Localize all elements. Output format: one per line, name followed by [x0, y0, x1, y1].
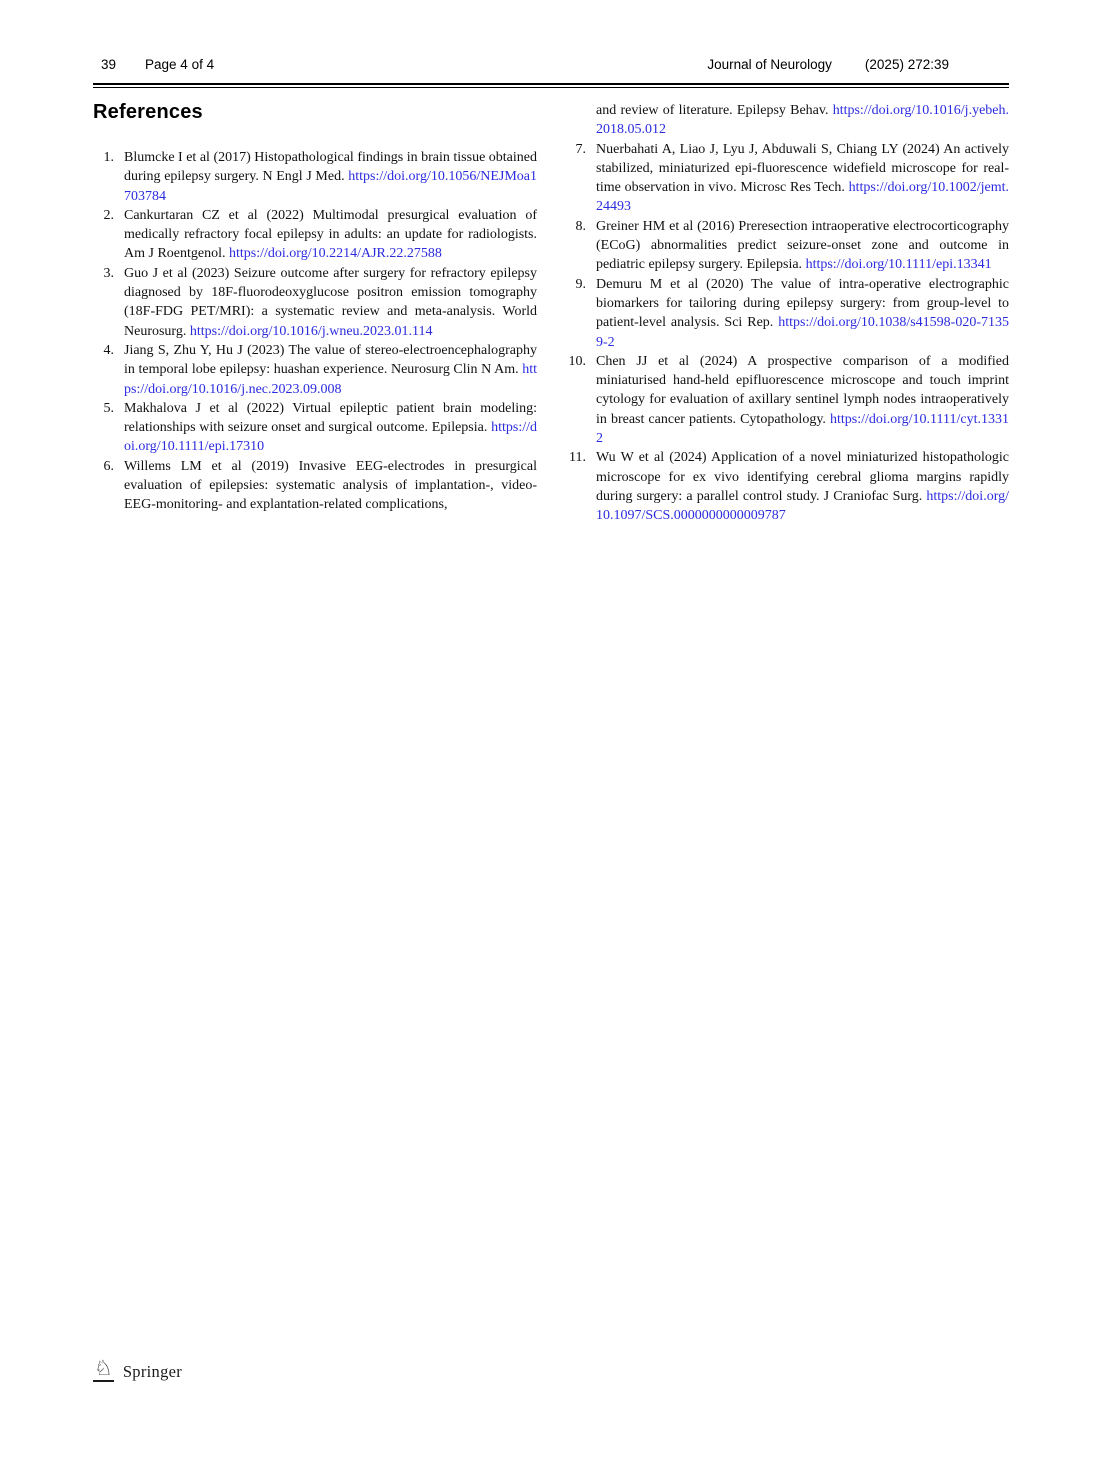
journal-title: Journal of Neurology — [707, 57, 832, 72]
header-left — [93, 57, 214, 72]
reference-text: Willems LM et al (2019) Invasive EEG-electrodes in presurgical evaluation of epilepsies: systematic analysis of implantation-, video-EEG-monitoring- and explantation-related complications, — [124, 458, 537, 513]
doi-link[interactable]: https://doi.org/10.1002/jemt.24493 — [596, 180, 1009, 215]
reference-item — [565, 352, 1009, 448]
doi-link[interactable]: https://doi.org/10.1016/j.nec.2023.09.008 — [124, 362, 537, 397]
publisher-name: Springer — [122, 1362, 183, 1381]
reference-number: 4. — [103, 342, 114, 358]
reference-number: 2. — [103, 207, 114, 223]
reference-text: Nuerbahati A, Liao J, Lyu J, Abduwali S, Chiang LY (2024) An actively stabilized, miniaturized epi-fluorescence widefield microscope for real-time observation in vivo. Microsc Res Tech. — [596, 141, 1009, 196]
right-column — [565, 101, 1009, 526]
doi-link[interactable]: https://doi.org/10.1097/SCS.0000000000009787 — [596, 488, 1009, 524]
reference-number: 1. — [103, 150, 114, 165]
reference-number: 5. — [103, 400, 114, 416]
reference-text: Makhalova J et al (2022) Virtual epileptic patient brain modeling: relationships with seizure onset and surgical outcome. Epilepsia. — [124, 400, 537, 436]
reference-item — [93, 399, 537, 457]
reference-number: 10. — [568, 353, 586, 369]
reference-item — [565, 140, 1009, 217]
doi-link[interactable]: https://doi.org/10.1016/j.yebeh.2018.05.012 — [596, 103, 1009, 138]
reference-item — [93, 457, 537, 515]
page-label: Page 4 of 4 — [145, 57, 215, 72]
doi-link[interactable]: https://doi.org/10.1056/NEJMoa1703784 — [124, 169, 537, 204]
citation-info: (2025) 272:39 — [864, 57, 949, 72]
reference-number: 3. — [103, 265, 114, 281]
running-header — [93, 57, 1009, 72]
doi-link[interactable]: https://doi.org/10.1111/epi.13341 — [805, 257, 992, 273]
reference-text: and review of literature. Epilepsy Behav. — [596, 103, 833, 118]
reference-number: 7. — [575, 141, 586, 157]
section-title: References — [93, 101, 203, 123]
left-column — [93, 101, 537, 526]
reference-number: 9. — [575, 276, 586, 292]
reference-text: Demuru M et al (2020) The value of intra-operative electrographic biomarkers for tailoring during epilepsy surgery: from group-level to patient-level analysis. Sci Rep. — [596, 276, 1009, 331]
reference-number: 6. — [103, 458, 114, 474]
doi-link[interactable]: https://doi.org/10.1111/epi.17310 — [124, 420, 537, 455]
article-number: 39 — [101, 57, 117, 72]
header-rule — [93, 83, 1009, 88]
reference-list-left — [93, 148, 537, 515]
reference-text: Greiner HM et al (2016) Preresection intraoperative electrocorticography (ECoG) abnormalities predict seizure-onset zone and outcome in pediatric epilepsy surgery. Epilepsia. — [596, 218, 1009, 273]
publisher-footer — [93, 1358, 182, 1382]
two-column-content — [93, 101, 1009, 526]
reference-item — [93, 264, 537, 341]
reference-text: Blumcke I et al (2017) Histopathological findings in brain tissue obtained during epilepsy surgery. N Engl J Med. — [124, 150, 537, 185]
doi-link[interactable]: https://doi.org/10.1016/j.wneu.2023.01.114 — [189, 323, 433, 339]
doi-link[interactable]: https://doi.org/10.2214/AJR.22.27588 — [229, 246, 442, 262]
springer-knight-icon: ♘ — [94, 1356, 113, 1380]
reference-continuation — [596, 101, 1009, 140]
reference-item — [93, 341, 537, 399]
reference-text: Guo J et al (2023) Seizure outcome after surgery for refractory epilepsy diagnosed by 18F-fluorodeoxyglucose positron emission tomography (18F-FDG PET/MRI): a systematic review and meta-analysis. World Neurosurg. — [124, 265, 537, 339]
reference-item — [93, 148, 537, 206]
reference-text: Wu W et al (2024) Application of a novel miniaturized histopathologic microscope for ex vivo identifying cerebral glioma margins rapidly during surgery: a parallel control study. J Craniofac Surg. — [596, 450, 1009, 504]
reference-number: 11. — [569, 450, 586, 466]
reference-list-right — [565, 140, 1009, 526]
journal-page — [0, 0, 1102, 526]
header-right — [707, 57, 949, 72]
doi-link[interactable]: https://doi.org/10.1038/s41598-020-71359-2 — [596, 315, 1009, 350]
reference-item — [565, 448, 1009, 525]
reference-text: Cankurtaran CZ et al (2022) Multimodal presurgical evaluation of medically refractory focal epilepsy in adults: an update for radiologists. Am J Roentgenol. — [124, 207, 537, 262]
reference-item — [93, 206, 537, 264]
reference-item — [565, 275, 1009, 352]
reference-number: 8. — [575, 218, 586, 234]
reference-text: Jiang S, Zhu Y, Hu J (2023) The value of stereo-electroencephalography in temporal lobe epilepsy: huashan experience. Neurosurg Clin N Am. — [124, 342, 537, 378]
reference-text: Chen JJ et al (2024) A prospective comparison of a modified miniaturised hand-held epifluorescence microscope and touch imprint cytology for evaluation of axillary sentinel lymph nodes intraoperatively in breast cancer patients. Cytopathology. — [596, 353, 1009, 427]
reference-item — [565, 217, 1009, 275]
doi-link[interactable]: https://doi.org/10.1111/cyt.13312 — [596, 411, 1009, 447]
